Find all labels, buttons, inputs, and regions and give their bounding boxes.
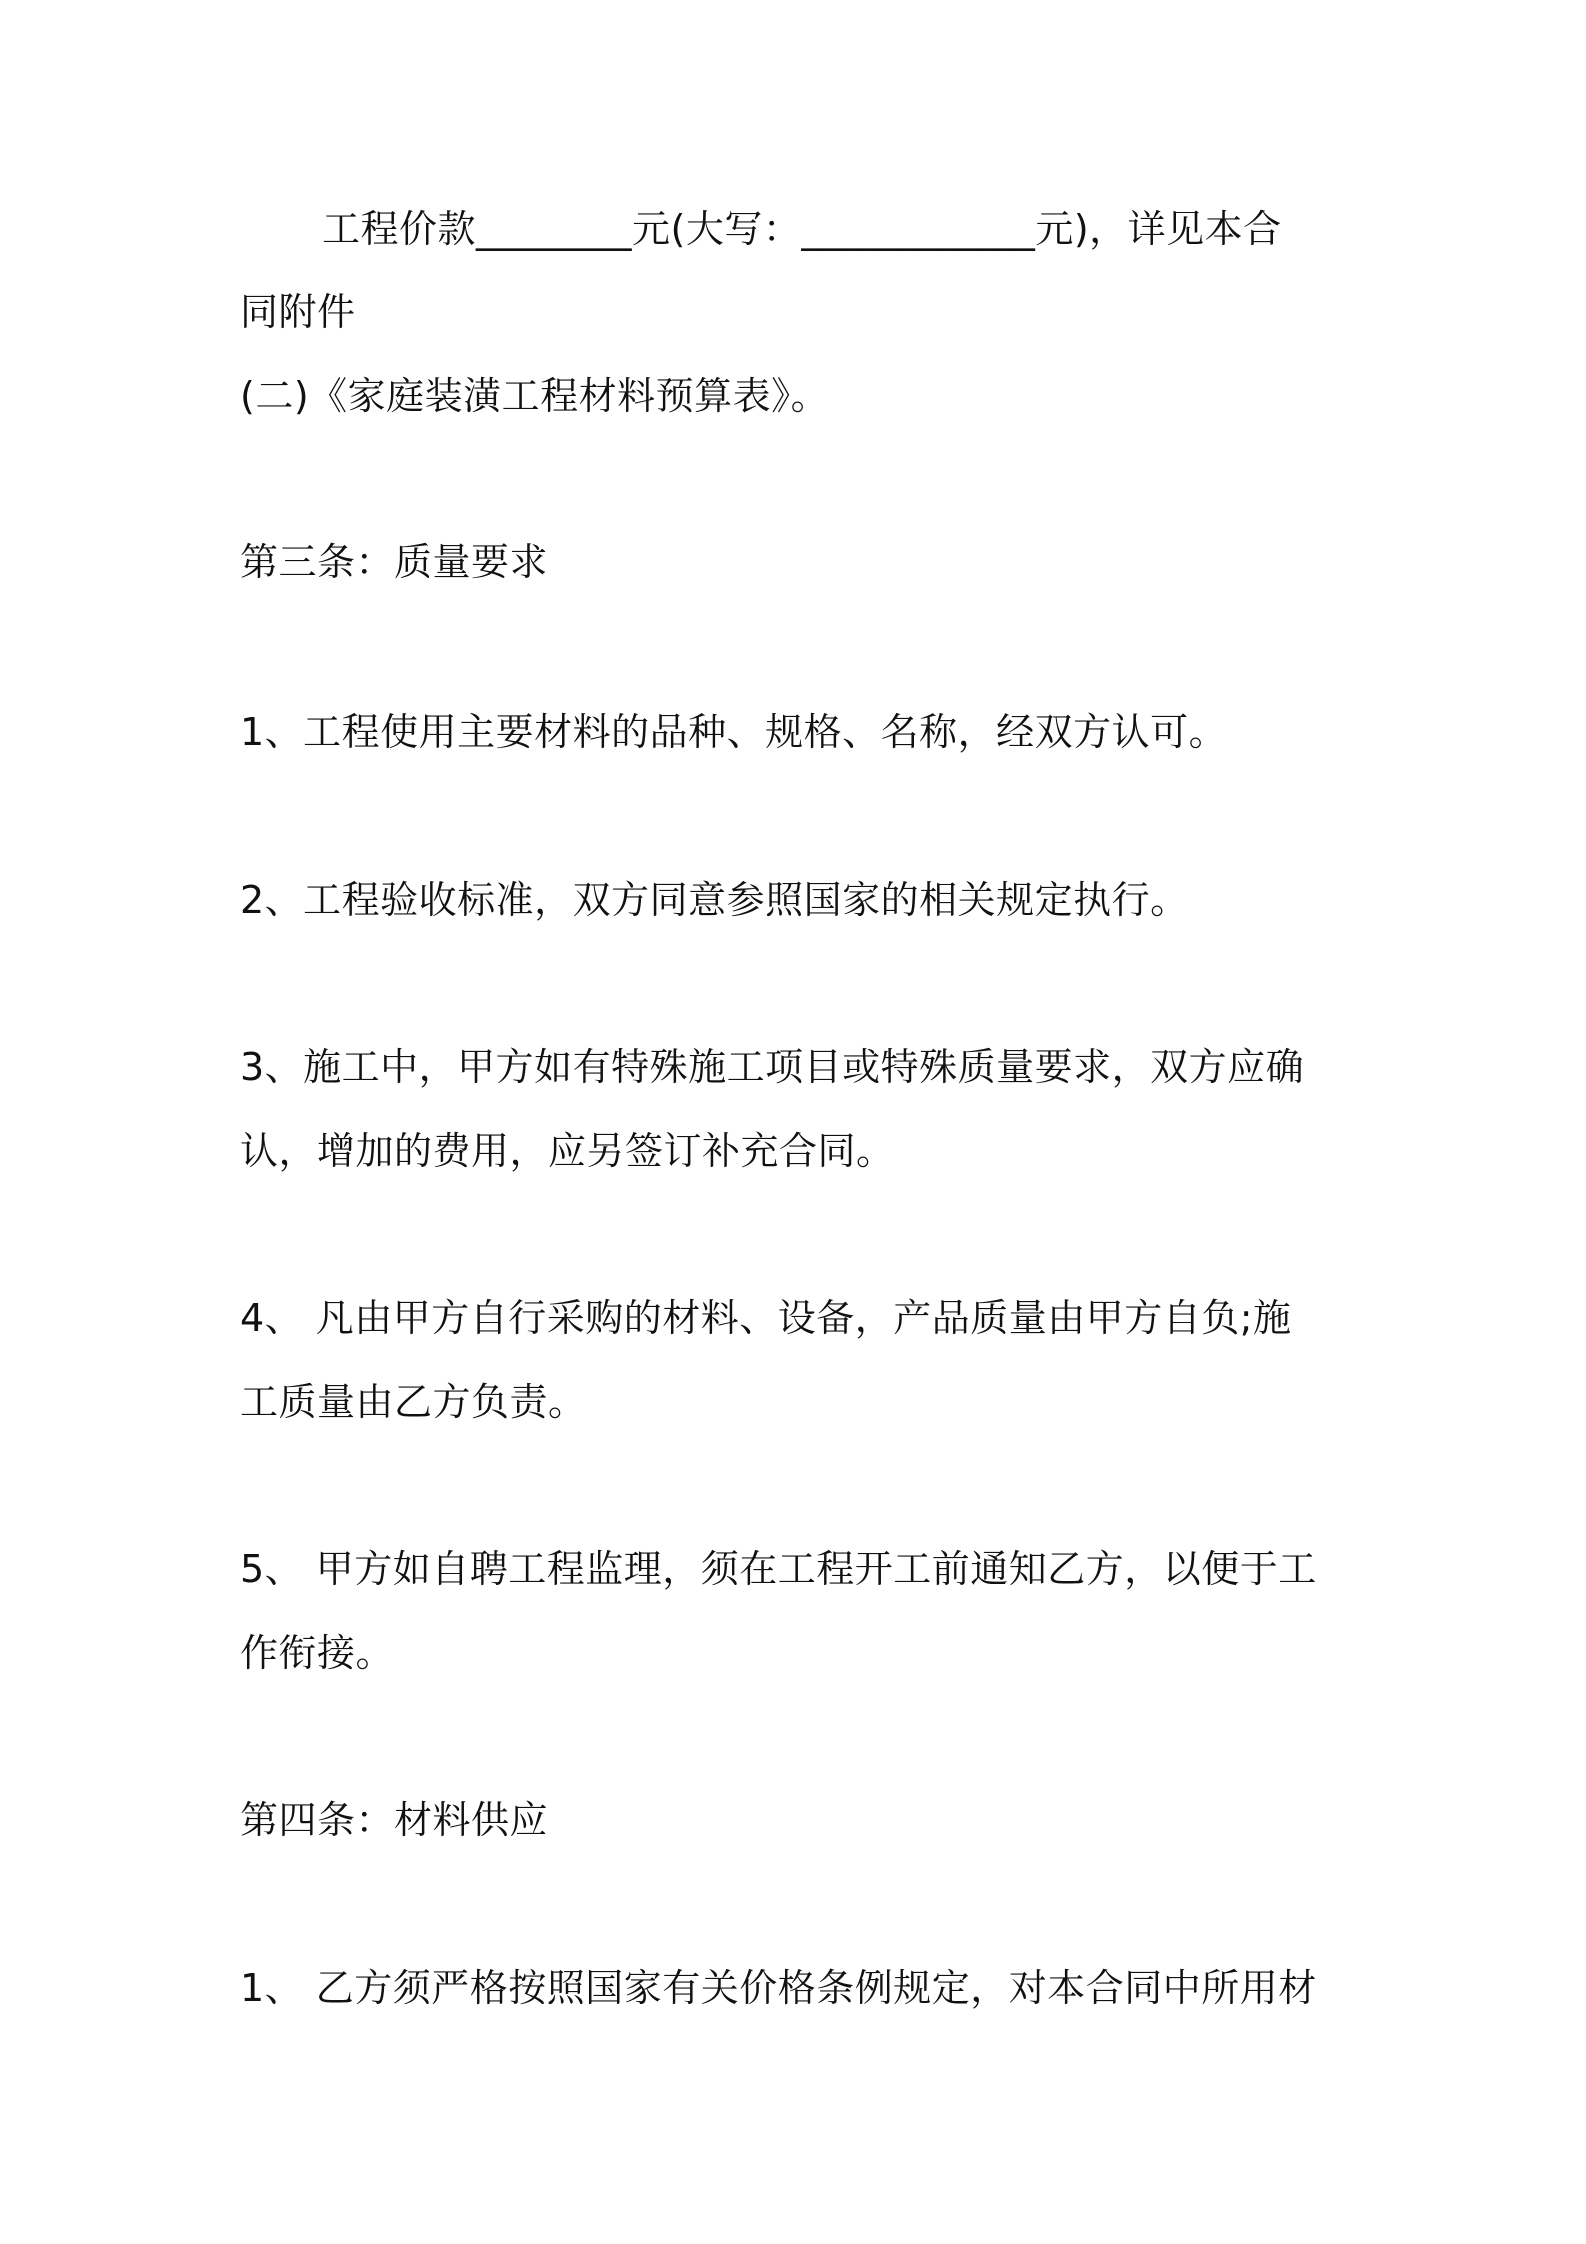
article-3-item-3-line-1: 3、施工中，甲方如有特殊施工项目或特殊质量要求，双方应确: [240, 1045, 1305, 1089]
article-3-item-4-line-2: 工质量由乙方负责。: [240, 1380, 587, 1424]
article-3-item-3-line-2: 认，增加的费用，应另签订补充合同。: [240, 1129, 895, 1173]
article-4-heading: 第四条：材料供应: [240, 1798, 549, 1842]
article-3-item-5-line-2: 作衔接。: [240, 1631, 395, 1675]
article-3-item-4-line-1: 4、 凡由甲方自行采购的材料、设备，产品质量由甲方自负;施: [240, 1296, 1292, 1340]
price-line-continued: 同附件: [240, 290, 356, 334]
article-3-heading: 第三条：质量要求: [240, 540, 549, 584]
budget-reference: (二)《家庭装潢工程材料预算表》。: [240, 374, 830, 418]
article-3-item-2: 2、工程验收标准，双方同意参照国家的相关规定执行。: [240, 878, 1189, 922]
article-3-item-1: 1、工程使用主要材料的品种、规格、名称，经双方认可。: [240, 710, 1228, 754]
price-line: 工程价款________元(大写：____________元)，详见本合: [322, 207, 1282, 251]
article-4-item-1-line-1: 1、 乙方须严格按照国家有关价格条例规定，对本合同中所用材: [240, 1966, 1317, 2010]
article-3-item-5-line-1: 5、 甲方如自聘工程监理，须在工程开工前通知乙方，以便于工: [240, 1547, 1317, 1591]
